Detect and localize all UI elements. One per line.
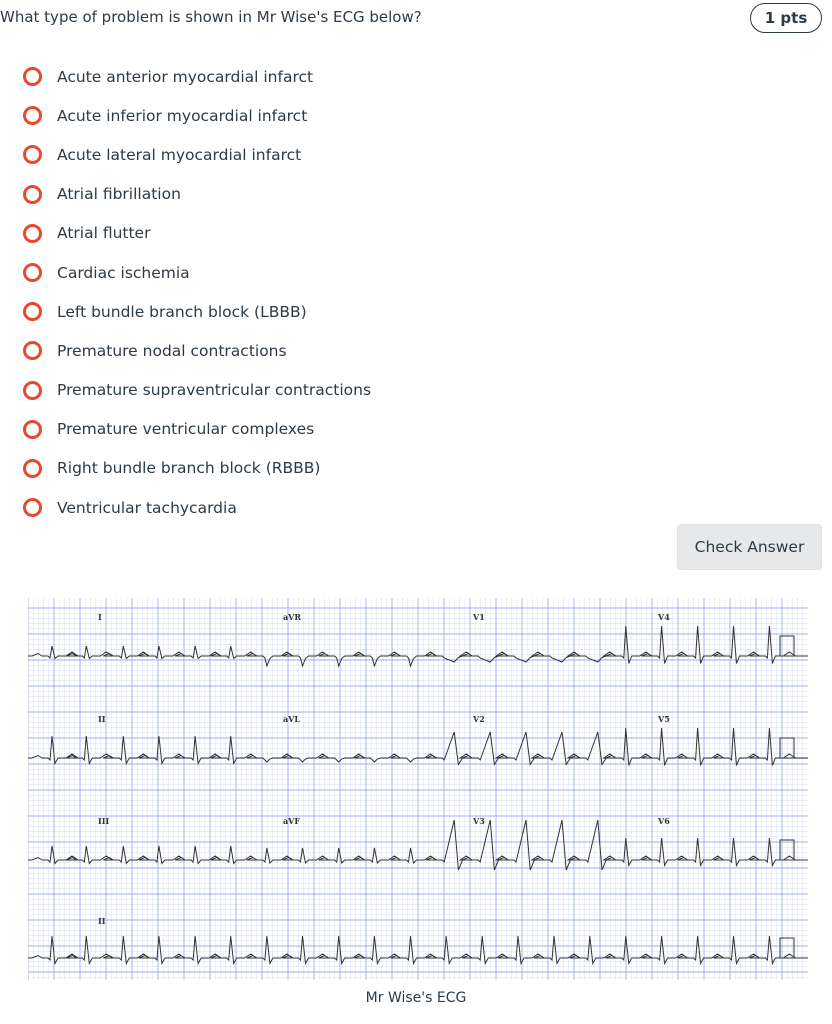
option-lbbb[interactable] xyxy=(23,292,371,331)
radio-button-icon[interactable] xyxy=(23,420,42,439)
radio-button-icon[interactable] xyxy=(23,263,42,282)
radio-button-icon[interactable] xyxy=(23,185,42,204)
option-atrial-flutter[interactable] xyxy=(23,214,371,253)
option-premature-ventricular[interactable] xyxy=(23,410,371,449)
ecg-lead-label: II xyxy=(98,714,106,724)
question-text: What type of problem is shown in Mr Wise's ECG below? xyxy=(0,8,422,26)
ecg-lead-label: aVR xyxy=(283,612,302,622)
radio-button-icon[interactable] xyxy=(23,145,42,164)
option-label: Left bundle branch block (LBBB) xyxy=(57,302,307,321)
radio-button-icon[interactable] xyxy=(23,224,42,243)
radio-button-icon[interactable] xyxy=(23,459,42,478)
option-label: Right bundle branch block (RBBB) xyxy=(57,459,321,478)
radio-button-icon[interactable] xyxy=(23,498,42,517)
option-label: Cardiac ischemia xyxy=(57,263,190,282)
radio-button-icon[interactable] xyxy=(23,67,42,86)
ecg-lead-label: III xyxy=(98,816,110,826)
ecg-lead-label: II xyxy=(98,916,106,926)
ecg-lead-label: V3 xyxy=(473,816,485,826)
ecg-caption: Mr Wise's ECG xyxy=(365,990,467,1006)
option-premature-supraventricular[interactable] xyxy=(23,371,371,410)
option-label: Acute anterior myocardial infarct xyxy=(57,67,314,86)
ecg-lead-label: V5 xyxy=(658,714,670,724)
ecg-lead-label: V4 xyxy=(658,612,670,622)
option-label: Acute inferior myocardial infarct xyxy=(57,106,308,125)
ecg-lead-label: I xyxy=(98,612,102,622)
ecg-strip xyxy=(28,598,808,980)
ecg-image xyxy=(28,598,808,980)
option-rbbb[interactable] xyxy=(23,449,371,488)
option-atrial-fibrillation[interactable] xyxy=(23,175,371,214)
option-premature-nodal[interactable] xyxy=(23,331,371,370)
ecg-lead-label: V6 xyxy=(658,816,670,826)
ecg-lead-label: V2 xyxy=(473,714,485,724)
check-answer-button[interactable]: Check Answer xyxy=(677,524,822,570)
radio-button-icon[interactable] xyxy=(23,106,42,125)
points-badge: 1 pts xyxy=(750,3,822,33)
ecg-lead-label: aVL xyxy=(283,714,301,724)
option-label: Premature ventricular complexes xyxy=(57,420,315,439)
option-acute-lateral-mi[interactable] xyxy=(23,135,371,174)
radio-button-icon[interactable] xyxy=(23,381,42,400)
option-cardiac-ischemia[interactable] xyxy=(23,253,371,292)
option-label: Premature supraventricular contractions xyxy=(57,381,372,400)
option-label: Atrial flutter xyxy=(57,224,151,243)
option-acute-anterior-mi[interactable] xyxy=(23,57,371,96)
radio-button-icon[interactable] xyxy=(23,341,42,360)
option-acute-inferior-mi[interactable] xyxy=(23,96,371,135)
option-label: Premature nodal contractions xyxy=(57,341,287,360)
option-ventricular-tachycardia[interactable] xyxy=(23,488,371,527)
option-label: Ventricular tachycardia xyxy=(57,498,237,517)
radio-button-icon[interactable] xyxy=(23,302,42,321)
ecg-lead-label: V1 xyxy=(473,612,485,622)
answer-options xyxy=(23,57,371,527)
option-label: Atrial fibrillation xyxy=(57,185,181,204)
ecg-lead-label: aVF xyxy=(283,816,301,826)
option-label: Acute lateral myocardial infarct xyxy=(57,145,302,164)
